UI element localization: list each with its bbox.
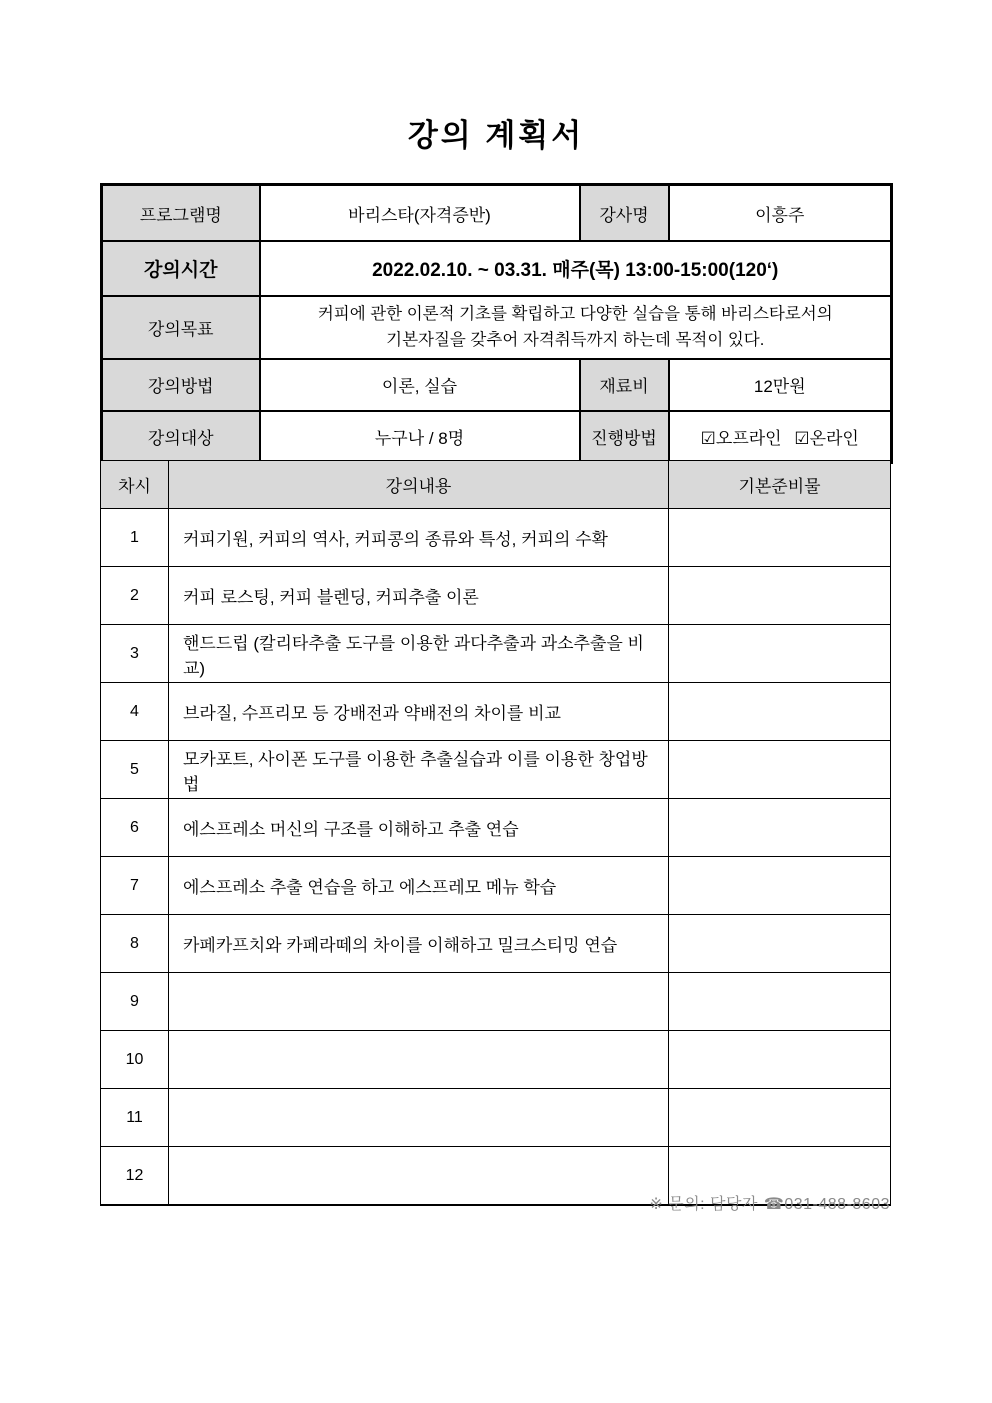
phone-icon: ☎: [763, 1196, 785, 1213]
session-content: 모카포트, 사이폰 도구를 이용한 추출실습과 이를 이용한 창업방법: [169, 741, 669, 799]
time-row: [102, 241, 892, 296]
session-content: 에스프레소 추출 연습을 하고 에스프레모 메뉴 학습: [169, 857, 669, 915]
session-materials: [669, 799, 891, 857]
program-row: [102, 185, 892, 242]
schedule-row-7: [101, 857, 891, 915]
instructor-label: 강사명: [580, 185, 669, 242]
program-name-label: 프로그램명: [102, 185, 260, 242]
schedule-row-11: [101, 1089, 891, 1147]
session-number: 12: [101, 1147, 169, 1206]
session-materials: [669, 1089, 891, 1147]
mode-value: [669, 411, 892, 463]
session-content: 커피 로스팅, 커피 블렌딩, 커피추출 이론: [169, 567, 669, 625]
session-materials: [669, 509, 891, 567]
session-number: 7: [101, 857, 169, 915]
session-number: 1: [101, 509, 169, 567]
schedule-row-3: [101, 625, 891, 683]
session-materials: [669, 1031, 891, 1089]
program-name-value: 바리스타(자격증반): [260, 185, 580, 242]
method-label: 강의방법: [102, 359, 260, 411]
schedule-row-2: [101, 567, 891, 625]
session-content: [169, 1089, 669, 1147]
footer-contact-note: [649, 1191, 890, 1214]
phone-number: 031-488-8603: [784, 1196, 890, 1213]
footer-note-text: ※ 문의: 담당자: [649, 1196, 758, 1213]
lecture-time-label: 강의시간: [102, 241, 260, 296]
schedule-header-row: [101, 461, 891, 509]
session-number: 6: [101, 799, 169, 857]
method-row: [102, 359, 892, 411]
session-materials: [669, 973, 891, 1031]
session-content: [169, 1031, 669, 1089]
schedule-row-1: [101, 509, 891, 567]
session-content: [169, 973, 669, 1031]
session-content: 커피기원, 커피의 역사, 커피콩의 종류와 특성, 커피의 수확: [169, 509, 669, 567]
materials-column-header: 기본준비물: [669, 461, 891, 509]
target-row: [102, 411, 892, 463]
session-number: 4: [101, 683, 169, 741]
lecture-time-value: 2022.02.10. ~ 03.31. 매주(목) 13:00-15:00(120‘): [260, 241, 892, 296]
objective-value: [260, 296, 892, 359]
session-materials: [669, 741, 891, 799]
session-content: 브라질, 수프리모 등 강배전과 약배전의 차이를 비교: [169, 683, 669, 741]
page-title: 강의 계획서: [407, 118, 585, 153]
instructor-value: 이흥주: [669, 185, 892, 242]
schedule-row-6: [101, 799, 891, 857]
mode-label: 진행방법: [580, 411, 669, 463]
session-number: 9: [101, 973, 169, 1031]
session-column-header: 차시: [101, 461, 169, 509]
online-checkbox-checked-icon: ☑: [794, 428, 810, 448]
method-value: 이론, 실습: [260, 359, 580, 411]
session-number: 2: [101, 567, 169, 625]
schedule-table: [100, 460, 891, 1206]
session-number: 5: [101, 741, 169, 799]
session-content: 핸드드립 (칼리타추출 도구를 이용한 과다추출과 과소추출을 비교): [169, 625, 669, 683]
offline-checkbox-checked-icon: ☑: [700, 428, 716, 448]
schedule-row-4: [101, 683, 891, 741]
session-number: 3: [101, 625, 169, 683]
schedule-row-5: [101, 741, 891, 799]
session-materials: [669, 683, 891, 741]
material-fee-value: 12만원: [669, 359, 892, 411]
course-info-table: [100, 183, 893, 464]
session-number: 10: [101, 1031, 169, 1089]
online-option-label: 온라인: [809, 428, 859, 448]
objective-line-1: 커피에 관한 이론적 기초를 확립하고 다양한 실습을 통해 바리스타로서의: [317, 305, 833, 323]
objective-line-2: 기본자질을 갖추어 자격취득까지 하는데 목적이 있다.: [386, 331, 765, 350]
objective-row: [102, 296, 892, 359]
schedule-row-8: [101, 915, 891, 973]
content-column-header: 강의내용: [169, 461, 669, 509]
session-materials: [669, 625, 891, 683]
target-value: 누구나 / 8명: [260, 411, 580, 463]
session-number: 8: [101, 915, 169, 973]
session-number: 11: [101, 1089, 169, 1147]
session-materials: [669, 567, 891, 625]
schedule-row-10: [101, 1031, 891, 1089]
session-content: 에스프레소 머신의 구조를 이해하고 추출 연습: [169, 799, 669, 857]
session-content: 카페카프치와 카페라떼의 차이를 이해하고 밀크스티밍 연습: [169, 915, 669, 973]
material-fee-label: 재료비: [580, 359, 669, 411]
session-materials: [669, 915, 891, 973]
offline-option: [701, 429, 782, 448]
online-option: [794, 429, 859, 448]
offline-option-label: 오프라인: [715, 428, 782, 448]
session-content: [169, 1147, 669, 1206]
schedule-row-9: [101, 973, 891, 1031]
target-label: 강의대상: [102, 411, 260, 463]
objective-label: 강의목표: [102, 296, 260, 359]
session-materials: [669, 857, 891, 915]
